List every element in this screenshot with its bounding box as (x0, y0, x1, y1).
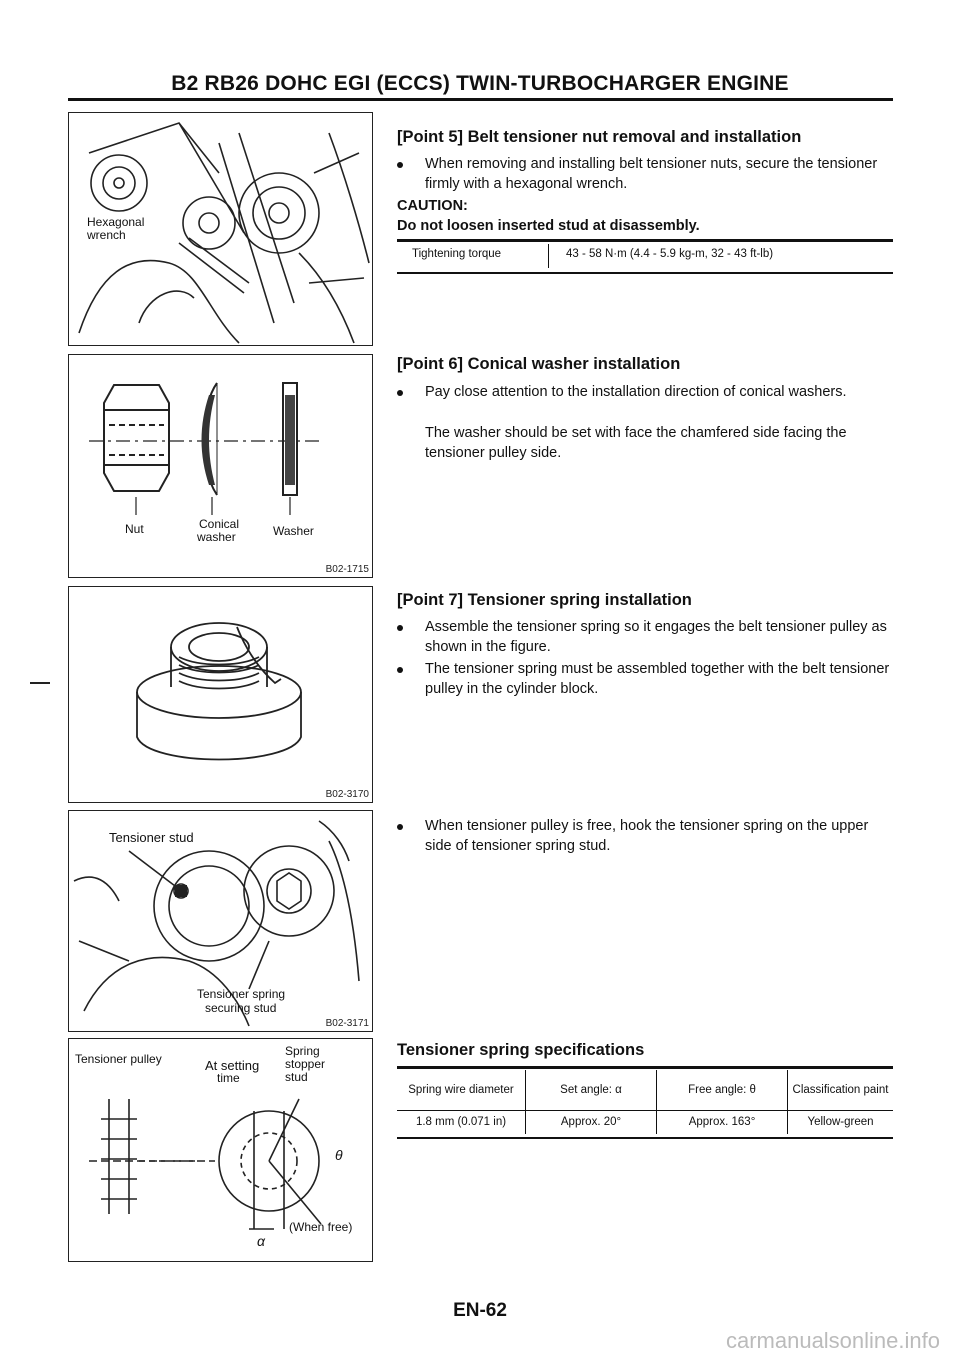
conical-label-line2: washer (197, 530, 236, 544)
figure-code: B02-1715 (325, 564, 369, 575)
specs-data-row (397, 1110, 893, 1134)
torque-divider (548, 244, 549, 268)
caution-label: CAUTION: (397, 198, 468, 214)
tensioner-pulley-label: Tensioner pulley (75, 1052, 162, 1066)
spring-stud-label-line1: Tensioner spring (197, 987, 286, 1001)
specs-title: Tensioner spring specifications (397, 1041, 645, 1059)
bullet-dot (397, 667, 403, 673)
caution-text: Do not loosen inserted stud at disassembly. (397, 218, 700, 234)
figure-code: B02-3170 (325, 789, 369, 800)
point7-bullet-2-text: The tensioner spring must be assembled together with the belt tensioner pulley in the cylinder block. (425, 661, 890, 697)
watermark: carmanualsonline.info (725, 1328, 940, 1353)
spring-stud-label-line2: securing stud (205, 1001, 277, 1015)
point7-title: [Point 7] Tensioner spring installation (397, 591, 692, 609)
stopper-label-line1: Spring (285, 1044, 320, 1058)
conical-label-line1: Conical (199, 517, 240, 531)
when-free-label: (When free) (289, 1220, 353, 1234)
specs-rule-bottom (397, 1137, 893, 1139)
torque-value: 43 - 58 N·m (4.4 - 5.9 kg-m, 32 - 43 ft-lb) (566, 248, 774, 260)
figure-washer-parts (68, 354, 373, 578)
figure-code: B02-3171 (325, 1018, 369, 1029)
margin-mark (30, 682, 50, 684)
specs-data-cell: Approx. 20° (526, 1110, 657, 1134)
specs-data-cell: Approx. 163° (657, 1110, 788, 1134)
page-number: EN-62 (453, 1300, 507, 1321)
specs-header-cell: Set angle: α (526, 1070, 657, 1110)
specs-header-row (397, 1070, 893, 1110)
point5-bullet (397, 154, 897, 196)
washer-label: Washer (273, 524, 314, 538)
specs-header-cell: Free angle: θ (657, 1070, 788, 1110)
point6-body: The washer should be set with face the chamfered side facing the tensioner pulley side. (425, 425, 847, 461)
stopper-label-line2: stopper (285, 1057, 326, 1071)
tensioner-stud-label: Tensioner stud (109, 830, 194, 845)
tensioner-pulley-illustration (69, 587, 372, 802)
specs-data-cell: 1.8 mm (0.071 in) (397, 1110, 526, 1134)
specs-rule-top (397, 1066, 893, 1069)
header-rule (68, 98, 893, 101)
torque-label: Tightening torque (412, 248, 502, 260)
bullet-dot (397, 824, 403, 830)
alpha-symbol: α (257, 1233, 265, 1249)
point7-bullet-2 (397, 659, 897, 701)
theta-symbol: θ (335, 1147, 343, 1163)
specs-table (397, 1070, 893, 1134)
torque-rule-bottom (397, 272, 893, 274)
figure-tensioner-pulley (68, 586, 373, 803)
specs-header-cell: Spring wire diameter (397, 1070, 526, 1110)
free-pulley-bullet (397, 816, 897, 858)
hexagonal-label-line2: wrench (87, 228, 126, 242)
figure-spring-angles (68, 1038, 373, 1262)
figure-hexagonal-wrench (68, 112, 373, 346)
hexagonal-label-line1: Hexagonal (87, 215, 145, 229)
at-setting-label-line1: At setting (205, 1058, 260, 1073)
bullet-dot (397, 625, 403, 631)
point5-title: [Point 5] Belt tensioner nut removal and installation (397, 128, 802, 146)
point6-bullet (397, 382, 897, 424)
point7-bullet-1-text: Assemble the tensioner spring so it engages the belt tensioner pulley as shown in the figure. (425, 619, 887, 655)
bullet-dot (397, 390, 403, 396)
point7-bullet-1 (397, 617, 897, 659)
point5-bullet-text: When removing and installing belt tensioner nuts, secure the tensioner firmly with a hexagonal wrench. (425, 156, 878, 192)
torque-rule-top (397, 239, 893, 242)
point6-title: [Point 6] Conical washer installation (397, 355, 681, 373)
bullet-dot (397, 162, 403, 168)
specs-header-cell: Classification paint (792, 1083, 889, 1096)
free-pulley-bullet-text: When tensioner pulley is free, hook the tensioner spring on the upper side of tensioner spring stud. (425, 818, 869, 854)
specs-data-cell: Yellow-green (807, 1116, 874, 1129)
at-setting-label-line2: time (217, 1071, 240, 1085)
stopper-label-line3: stud (285, 1070, 308, 1084)
figure-tensioner-stud (68, 810, 373, 1032)
page-header-title: B2 RB26 DOHC EGI (ECCS) TWIN-TURBOCHARGER ENGINE (171, 72, 789, 95)
point6-bullet-text: Pay close attention to the installation direction of conical washers. (425, 384, 847, 400)
nut-label: Nut (125, 522, 144, 536)
